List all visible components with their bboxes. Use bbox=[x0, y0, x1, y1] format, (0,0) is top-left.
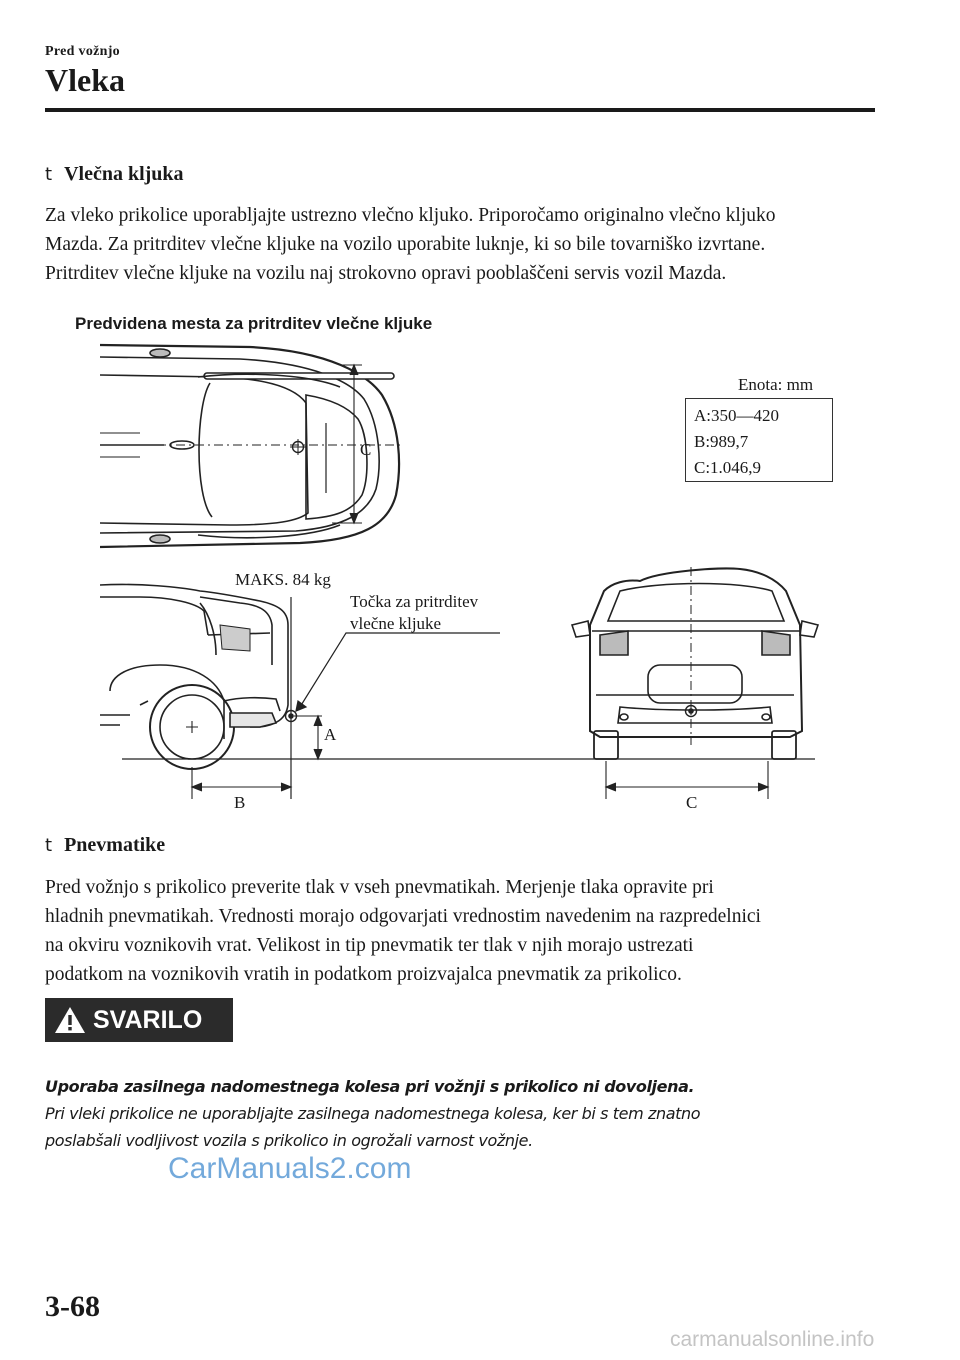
mount-label-leader-line bbox=[296, 633, 500, 711]
title-divider bbox=[45, 108, 875, 112]
warning-bold-line: Uporaba zasilnega nadomestnega kolesa pri vožnji s prikolico ni dovoljena. bbox=[45, 1077, 695, 1096]
section-heading-tires bbox=[45, 834, 165, 857]
warning-text bbox=[45, 1073, 885, 1154]
paragraph-line: na okviru voznikovih vrat. Velikost in tip pnevmatik ter tlak v njih morajo ustrezati bbox=[45, 935, 694, 956]
section-heading-hitch-text: Vlečna kljuka bbox=[64, 163, 184, 185]
dim-label-c-rear: C bbox=[686, 793, 698, 810]
max-load-label: MAKS. 84 kg bbox=[235, 570, 331, 589]
unit-label: Enota: mm bbox=[738, 375, 814, 394]
dim-label-c-top: C bbox=[360, 440, 372, 459]
dim-label-a: A bbox=[324, 725, 337, 744]
paragraph-line: Pritrditev vlečne kljuke na vozilu naj strokovno opravi pooblaščeni servis vozil Mazda. bbox=[45, 263, 727, 284]
warning-line: poslabšali vodljivost vozila s prikolico in ogrožali varnost vožnje. bbox=[45, 1131, 533, 1150]
paragraph-line: podatkom na voznikovih vratih in podatkom proizvajalca pnevmatik za prikolico. bbox=[45, 964, 682, 985]
section-heading-hitch bbox=[45, 163, 184, 186]
spec-box bbox=[685, 398, 833, 482]
page-title: Vleka bbox=[45, 62, 125, 98]
watermark-logo: CarManuals2.com bbox=[168, 1152, 412, 1185]
dimension-a bbox=[294, 716, 322, 759]
paragraph-line: Mazda. Za pritrditev vlečne kljuke na vozilo uporabite luknje, ki so bile tovarniško izvrtane. bbox=[45, 234, 766, 255]
dimension-c-top bbox=[332, 365, 362, 523]
section-heading-tires-text: Pnevmatike bbox=[64, 834, 166, 856]
car-side-view-illustration bbox=[100, 584, 288, 769]
paragraph-line: hladnih pnevmatikah. Vrednosti morajo odgovarjati vrednostim navedenim na razpredelnici bbox=[45, 906, 761, 927]
figure-caption: Predvidena mesta za pritrditev vlečne kljuke bbox=[75, 314, 433, 333]
warning-line: Pri vleki prikolice ne uporabljajte zasilnega nadomestnega kolesa, ker bi s tem znatno bbox=[45, 1104, 701, 1123]
warning-badge bbox=[45, 998, 233, 1042]
spec-row-a: A:350—420 bbox=[694, 406, 779, 425]
spec-row-b: B:989,7 bbox=[694, 432, 749, 451]
car-rear-view-illustration bbox=[572, 569, 818, 760]
section-bullet-icon: t bbox=[45, 835, 53, 856]
mount-point-top-marker bbox=[290, 439, 306, 455]
page-number: 3-68 bbox=[45, 1290, 100, 1323]
hitch-paragraph bbox=[45, 201, 885, 288]
mount-point-label-line1: Točka za pritrditev bbox=[350, 592, 479, 611]
tires-paragraph bbox=[45, 873, 885, 989]
warning-label: SVARILO bbox=[93, 1006, 203, 1034]
dim-label-b: B bbox=[234, 793, 246, 810]
mount-point-side-marker bbox=[286, 597, 297, 799]
warning-triangle-icon bbox=[53, 1005, 87, 1035]
breadcrumb: Pred vožnjo bbox=[45, 44, 120, 59]
paragraph-line: Za vleko prikolice uporabljajte ustrezno vlečno kljuko. Priporočamo originalno vlečno kljuko bbox=[45, 205, 776, 226]
section-bullet-icon: t bbox=[45, 164, 53, 185]
mount-point-label-line2: vlečne kljuke bbox=[350, 614, 442, 633]
spec-row-c: C:1.046,9 bbox=[694, 458, 762, 477]
paragraph-line: Pred vožnjo s prikolico preverite tlak v vseh pnevmatikah. Merjenje tlaka opravite pri bbox=[45, 877, 714, 898]
footer-watermark: carmanualsonline.info bbox=[670, 1328, 960, 1360]
